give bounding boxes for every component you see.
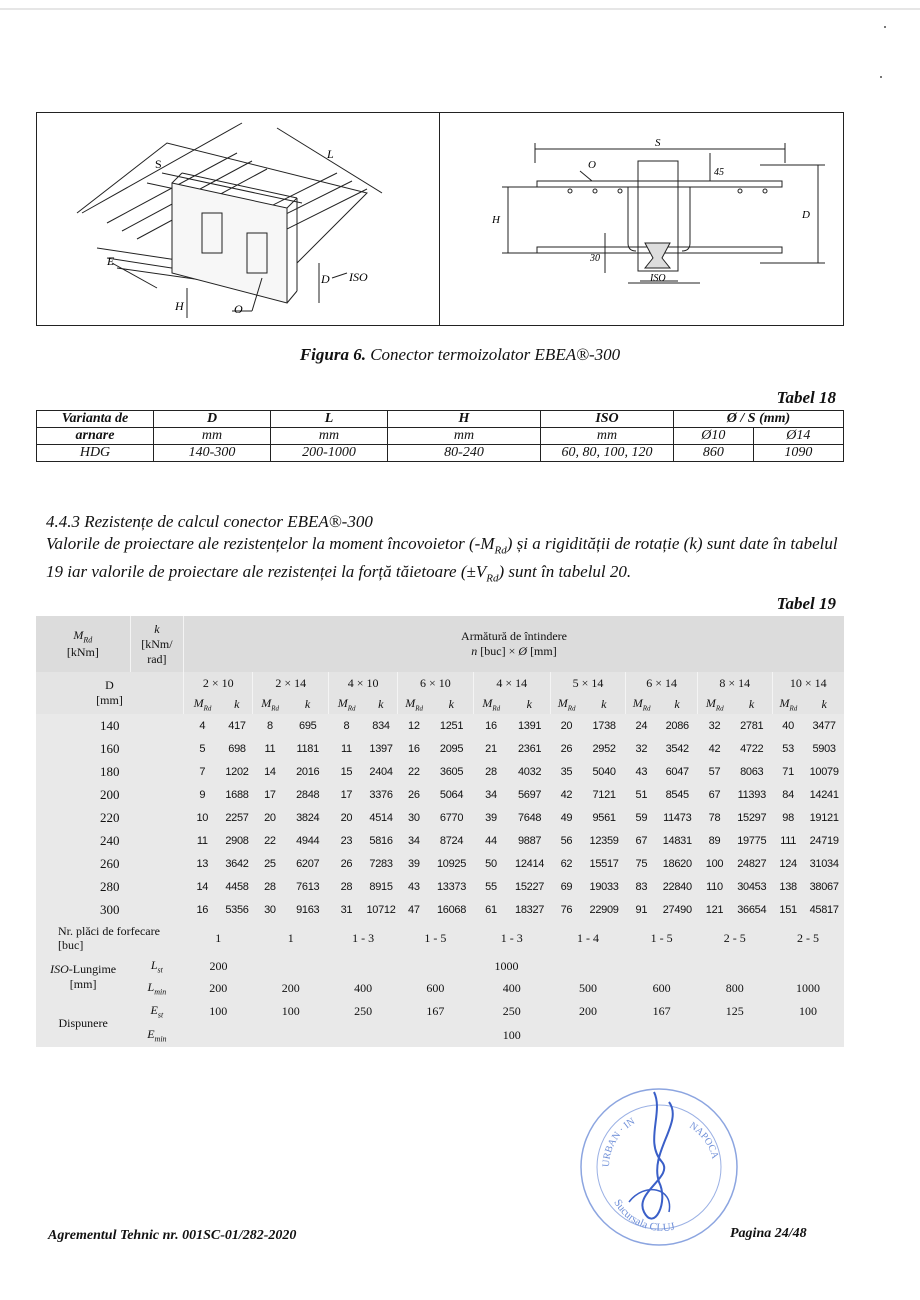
k-value: 24827 xyxy=(737,857,767,870)
mrd-value: 16 xyxy=(485,719,497,732)
lmin-value: 800 xyxy=(725,980,744,995)
d-value: 160 xyxy=(100,740,120,756)
label-iso: ISO xyxy=(650,273,666,284)
mrd-subheader: $M_{Rd}$ xyxy=(698,694,732,714)
k-value: 695 xyxy=(299,719,317,732)
label-30: 30 xyxy=(590,253,600,264)
d-value: 260 xyxy=(100,855,120,871)
d-value: 200 xyxy=(100,786,120,802)
armatura-header: Armătură de întindere n [buc] × Ø [mm] xyxy=(184,616,844,672)
k-value: 7613 xyxy=(296,880,320,893)
section-paragraph: Valorile de proiectare ale rezistențelor la moment încovoietor $(-M_{Rd})$ și a rigidității de rotație (k) sunt date în tabelul 19 iar valorile de proiectare ale rezistenței la forță tăietoare $(\pm V_{Rd})$ sunt în tabelul 20. xyxy=(46,534,838,585)
mrd-value: 110 xyxy=(706,880,723,893)
k-value: 38067 xyxy=(809,880,839,893)
d-value: 180 xyxy=(100,763,120,779)
emin-label: $E_{min}$ xyxy=(147,1026,167,1044)
k-value: 417 xyxy=(228,719,246,732)
label-o: O xyxy=(234,302,243,316)
k-value: 3376 xyxy=(369,788,393,801)
k-value: 11393 xyxy=(737,788,766,801)
mrd-value: 138 xyxy=(779,880,797,893)
mrd-value: 14 xyxy=(196,880,209,893)
k-value: 14831 xyxy=(662,834,692,847)
mrd-value: 23 xyxy=(340,834,353,847)
mrd-value: 14 xyxy=(264,765,276,778)
est-value: 167 xyxy=(426,1003,445,1018)
k-value: 30453 xyxy=(737,880,767,893)
dispunere-label: Dispunere xyxy=(58,1015,108,1030)
mrd-value: 84 xyxy=(782,788,794,801)
k-value: 7648 xyxy=(517,811,542,824)
mrd-value: 55 xyxy=(485,880,497,893)
mrd-value: 71 xyxy=(782,765,794,778)
k-value: 7283 xyxy=(369,857,393,870)
mrd-value: 15 xyxy=(340,765,353,778)
est-value: 167 xyxy=(652,1003,671,1018)
placi-cell: 1 - 5 xyxy=(424,930,447,945)
k-value: 14241 xyxy=(809,788,839,801)
mrd-value: 53 xyxy=(782,742,794,755)
mrd-value: 11 xyxy=(264,742,276,755)
k-value: 2952 xyxy=(592,742,616,755)
lmin-value: 500 xyxy=(578,980,597,995)
table-row xyxy=(36,737,844,760)
k-value: 2908 xyxy=(225,834,249,847)
emin-value: 100 xyxy=(502,1027,521,1042)
k-value: 19121 xyxy=(809,811,839,824)
placi-label: Nr. plăci de forfecare [buc] xyxy=(58,924,160,952)
lmin-value: 400 xyxy=(502,980,521,995)
mrd-subheader: $M_{Rd}$ xyxy=(772,694,804,714)
mrd-value: 61 xyxy=(485,903,497,916)
mrd-value: 62 xyxy=(560,857,573,870)
mrd-value: 21 xyxy=(485,742,497,755)
k-value: 1391 xyxy=(517,719,542,732)
mrd-subheader: $M_{Rd}$ xyxy=(398,694,430,714)
lmin-value: 1000 xyxy=(796,980,820,995)
mrd-value: 22 xyxy=(408,765,420,778)
k-subheader: k xyxy=(221,694,253,714)
k-value: 8063 xyxy=(740,765,764,778)
mrd-value: 75 xyxy=(635,857,648,870)
placi-cell: 1 - 3 xyxy=(352,930,375,945)
group-header: 6 × 14 xyxy=(626,672,698,694)
mrd-value: 26 xyxy=(408,788,420,801)
k-value: 10079 xyxy=(809,765,839,778)
label-45: 45 xyxy=(714,167,724,178)
k-value: 12359 xyxy=(589,834,619,847)
k-value: 27490 xyxy=(662,903,692,916)
mrd-value: 42 xyxy=(560,788,573,801)
k-value: 1688 xyxy=(225,788,249,801)
k-value: 9163 xyxy=(296,903,320,916)
mrd-value: 26 xyxy=(340,857,353,870)
mrd-value: 91 xyxy=(635,903,648,916)
footer-agrement: Agrementul Tehnic nr. 001SC-01/282-2020 xyxy=(48,1228,297,1243)
mrd-value: 43 xyxy=(408,880,420,893)
mrd-value: 34 xyxy=(485,788,497,801)
mrd-value: 24 xyxy=(635,719,648,732)
stamp-bottom: Sucursala CLUJ xyxy=(611,1197,676,1235)
mrd-value: 8 xyxy=(267,719,273,732)
est-value: 250 xyxy=(502,1003,521,1018)
top-border xyxy=(0,8,920,10)
table-row xyxy=(36,829,844,852)
label-h: H xyxy=(492,214,500,226)
k-value: 19033 xyxy=(589,880,619,893)
mrd-value: 42 xyxy=(708,742,721,755)
mrd-value: 56 xyxy=(560,834,573,847)
k-value: 1738 xyxy=(592,719,616,732)
k-value: 12414 xyxy=(515,857,545,870)
k-value: 16068 xyxy=(436,903,467,916)
mrd-value: 124 xyxy=(779,857,797,870)
mrd-value: 67 xyxy=(635,834,648,847)
k-value: 5697 xyxy=(517,788,542,801)
est-value: 100 xyxy=(799,1003,817,1018)
mrd-value: 25 xyxy=(264,857,276,870)
k-value: 10712 xyxy=(366,903,396,916)
k-value: 22840 xyxy=(662,880,692,893)
mrd-value: 50 xyxy=(485,857,497,870)
mrd-value: 47 xyxy=(408,903,420,916)
placi-cell: 1 - 3 xyxy=(500,930,523,945)
k-value: 10925 xyxy=(436,857,467,870)
k-value: 5356 xyxy=(225,903,249,916)
table-row xyxy=(36,760,844,783)
mrd-header: $M_{Rd}$ [kNm] xyxy=(66,628,99,659)
mrd-value: 151 xyxy=(779,903,797,916)
mrd-value: 31 xyxy=(340,903,353,916)
k-subheader: k xyxy=(364,694,397,714)
group-header: 4 × 14 xyxy=(473,672,550,694)
stamp-right: NAPOCA xyxy=(687,1120,721,1161)
label-d: D xyxy=(802,209,810,221)
k-value: 9561 xyxy=(592,811,616,824)
k-value: 4944 xyxy=(296,834,320,847)
mrd-value: 10 xyxy=(196,811,209,824)
k-value: 18327 xyxy=(515,903,545,916)
d-value: 240 xyxy=(100,832,120,848)
mrd-value: 49 xyxy=(560,811,573,824)
mrd-value: 5 xyxy=(199,742,206,755)
mrd-value: 28 xyxy=(264,880,276,893)
k-value: 698 xyxy=(228,742,246,755)
table-row xyxy=(36,714,844,737)
k-subheader: k xyxy=(804,694,844,714)
k-value: 3642 xyxy=(225,857,249,870)
mrd-value: 43 xyxy=(635,765,648,778)
k-value: 18620 xyxy=(662,857,692,870)
k-value: 4722 xyxy=(740,742,764,755)
section-title: 4.4.3 Rezistențe de calcul conector EBEA®-300 xyxy=(46,512,373,531)
mrd-value: 12 xyxy=(408,719,420,732)
mrd-value: 13 xyxy=(196,857,209,870)
k-value: 24719 xyxy=(809,834,839,847)
mrd-value: 4 xyxy=(199,719,206,732)
k-value: 2404 xyxy=(369,765,393,778)
mrd-value: 76 xyxy=(560,903,573,916)
section-text xyxy=(46,511,846,590)
mrd-subheader: $M_{Rd}$ xyxy=(184,694,222,714)
k-value: 1251 xyxy=(439,719,464,732)
k-value: 1202 xyxy=(225,765,249,778)
est-value: 200 xyxy=(578,1003,597,1018)
mrd-value: 34 xyxy=(408,834,420,847)
lmin-value: 600 xyxy=(652,980,671,995)
k-value: 19775 xyxy=(737,834,767,847)
table19-label: Tabel 19 xyxy=(776,594,836,613)
group-header: 2 × 10 xyxy=(184,672,253,694)
mrd-value: 17 xyxy=(264,788,276,801)
isometric-drawing xyxy=(37,113,439,325)
lst-value: 1000 xyxy=(494,958,519,973)
k-value: 2016 xyxy=(296,765,320,778)
figure-caption: Figura 6. Conector termoizolator EBEA®-300 xyxy=(299,345,621,364)
k-value: 8915 xyxy=(369,880,393,893)
k-subheader: k xyxy=(430,694,473,714)
est-value: 125 xyxy=(725,1003,744,1018)
k-subheader: k xyxy=(657,694,698,714)
mrd-value: 44 xyxy=(485,834,497,847)
k-value: 5816 xyxy=(369,834,393,847)
d-header: D [mm] xyxy=(36,672,184,714)
k-value: 2361 xyxy=(517,742,542,755)
k-value: 3824 xyxy=(296,811,320,824)
est-value: 250 xyxy=(354,1003,373,1018)
mrd-value: 28 xyxy=(485,765,497,778)
group-header: 6 × 10 xyxy=(398,672,473,694)
k-value: 4032 xyxy=(517,765,542,778)
label-h: H xyxy=(175,299,184,313)
group-header: 10 × 14 xyxy=(772,672,844,694)
mrd-value: 11 xyxy=(341,742,352,755)
mrd-value: 57 xyxy=(708,765,721,778)
group-header: 2 × 14 xyxy=(253,672,329,694)
k-value: 1181 xyxy=(296,742,319,755)
table-row xyxy=(36,783,844,806)
mrd-value: 121 xyxy=(705,903,724,916)
mrd-value: 35 xyxy=(560,765,573,778)
lst-value: 200 xyxy=(209,958,228,973)
mrd-value: 20 xyxy=(340,811,353,824)
k-value: 8724 xyxy=(439,834,464,847)
mrd-value: 40 xyxy=(782,719,794,732)
k-subheader: k xyxy=(287,694,329,714)
k-value: 5064 xyxy=(439,788,464,801)
mrd-value: 11 xyxy=(196,834,208,847)
d-value: 280 xyxy=(100,878,120,894)
k-value: 2257 xyxy=(225,811,249,824)
k-value: 834 xyxy=(372,719,390,732)
mrd-value: 17 xyxy=(340,788,353,801)
mrd-value: 30 xyxy=(408,811,420,824)
lmin-value: 600 xyxy=(426,980,445,995)
group-header: 8 × 14 xyxy=(698,672,773,694)
table-row xyxy=(36,875,844,898)
d-value: 220 xyxy=(100,809,120,825)
d-value: 140 xyxy=(100,717,120,733)
mrd-value: 78 xyxy=(708,811,721,824)
k-value: 11473 xyxy=(663,811,692,824)
mrd-value: 111 xyxy=(780,834,797,847)
official-stamp xyxy=(574,1082,744,1252)
k-value: 45817 xyxy=(809,903,839,916)
mrd-value: 51 xyxy=(635,788,648,801)
est-value: 100 xyxy=(209,1003,228,1018)
placi-cell: 2 - 5 xyxy=(723,930,746,945)
label-o: O xyxy=(588,159,596,171)
k-value: 15227 xyxy=(515,880,545,893)
k-value: 36654 xyxy=(737,903,767,916)
label-s: S xyxy=(655,137,661,149)
mrd-value: 9 xyxy=(199,788,206,801)
figure-6 xyxy=(36,112,844,326)
lmin-value: 400 xyxy=(354,980,373,995)
k-value: 31034 xyxy=(809,857,839,870)
mrd-value: 32 xyxy=(635,742,648,755)
mrd-value: 16 xyxy=(196,903,209,916)
mrd-value: 26 xyxy=(560,742,573,755)
k-value: 2095 xyxy=(439,742,464,755)
k-value: 15517 xyxy=(589,857,619,870)
k-value: 2086 xyxy=(665,719,689,732)
mrd-value: 98 xyxy=(782,811,794,824)
mrd-value: 69 xyxy=(560,880,573,893)
mrd-subheader: $M_{Rd}$ xyxy=(550,694,582,714)
mrd-value: 20 xyxy=(560,719,573,732)
k-value: 1397 xyxy=(369,742,393,755)
label-d: D xyxy=(321,272,330,286)
mrd-subheader: $M_{Rd}$ xyxy=(626,694,657,714)
k-value: 4514 xyxy=(369,811,393,824)
mrd-value: 32 xyxy=(708,719,721,732)
k-value: 5903 xyxy=(812,742,836,755)
lst-label: $L_{st}$ xyxy=(150,957,163,975)
k-value: 3477 xyxy=(812,719,836,732)
table-row xyxy=(36,898,844,921)
group-header: 5 × 14 xyxy=(550,672,625,694)
mrd-subheader: $M_{Rd}$ xyxy=(253,694,287,714)
group-header: 4 × 10 xyxy=(329,672,398,694)
footer-page: Pagina 24/48 xyxy=(730,1226,807,1241)
placi-cell: 1 xyxy=(215,930,222,945)
mrd-value: 28 xyxy=(340,880,353,893)
k-value: 3605 xyxy=(439,765,464,778)
k-value: 13373 xyxy=(436,880,467,893)
mrd-value: 16 xyxy=(408,742,420,755)
scan-dot xyxy=(884,26,886,28)
label-l: L xyxy=(327,147,334,161)
label-iso: ISO xyxy=(349,270,368,284)
label-e: E xyxy=(107,254,115,268)
k-value: 9887 xyxy=(517,834,542,847)
label-s: S xyxy=(155,157,162,171)
k-value: 22909 xyxy=(589,903,619,916)
lmin-label: $L_{min}$ xyxy=(147,979,167,997)
placi-cell: 1 - 5 xyxy=(650,930,673,945)
iso-label: ISO-Lungime [mm] xyxy=(50,962,117,991)
mrd-value: 89 xyxy=(708,834,721,847)
mrd-value: 59 xyxy=(635,811,648,824)
mrd-value: 20 xyxy=(264,811,276,824)
d-value: 300 xyxy=(100,901,120,917)
table-18: Varianta de D L H ISO Ø / S (mm) arnare mm mm mm mm Ø10 Ø14 HDG 140-300 200-1000 80-240 60, 80, 100, 120 860 1090 xyxy=(36,410,844,462)
table18-label: Tabel 18 xyxy=(776,388,836,407)
lmin-value: 200 xyxy=(209,980,228,995)
k-value: 7121 xyxy=(592,788,616,801)
mrd-value: 8 xyxy=(343,719,350,732)
mrd-value: 7 xyxy=(199,765,206,778)
table-row xyxy=(36,852,844,875)
placi-cell: 2 - 5 xyxy=(797,930,819,945)
mrd-value: 83 xyxy=(635,880,648,893)
mrd-value: 30 xyxy=(264,903,276,916)
k-value: 6207 xyxy=(296,857,320,870)
mrd-value: 39 xyxy=(408,857,420,870)
k-value: 5040 xyxy=(592,765,616,778)
k-value: 4458 xyxy=(225,880,249,893)
placi-cell: 1 xyxy=(287,930,294,945)
k-subheader: k xyxy=(731,694,772,714)
k-value: 6047 xyxy=(665,765,689,778)
est-value: 100 xyxy=(281,1003,300,1018)
k-subheader: k xyxy=(582,694,625,714)
k-value: 6770 xyxy=(439,811,464,824)
k-value: 15297 xyxy=(737,811,767,824)
mrd-value: 67 xyxy=(708,788,721,801)
k-value: 2781 xyxy=(740,719,764,732)
stamp-top: URBAN · IN xyxy=(600,1115,638,1168)
mrd-value: 39 xyxy=(485,811,497,824)
scan-dot xyxy=(880,76,882,78)
mrd-value: 100 xyxy=(705,857,724,870)
table-19 xyxy=(36,616,844,1047)
mrd-subheader: $M_{Rd}$ xyxy=(473,694,509,714)
section-drawing xyxy=(440,113,843,325)
k-value: 2848 xyxy=(296,788,320,801)
k-value: 8545 xyxy=(665,788,689,801)
k-value: 3542 xyxy=(665,742,689,755)
mrd-subheader: $M_{Rd}$ xyxy=(329,694,365,714)
est-label: $E_{st}$ xyxy=(150,1002,164,1020)
lmin-value: 200 xyxy=(281,980,300,995)
placi-cell: 1 - 4 xyxy=(576,930,599,945)
k-subheader: k xyxy=(509,694,550,714)
table-row xyxy=(36,806,844,829)
mrd-value: 22 xyxy=(264,834,276,847)
k-header: k [kNm/ rad] xyxy=(130,616,183,672)
